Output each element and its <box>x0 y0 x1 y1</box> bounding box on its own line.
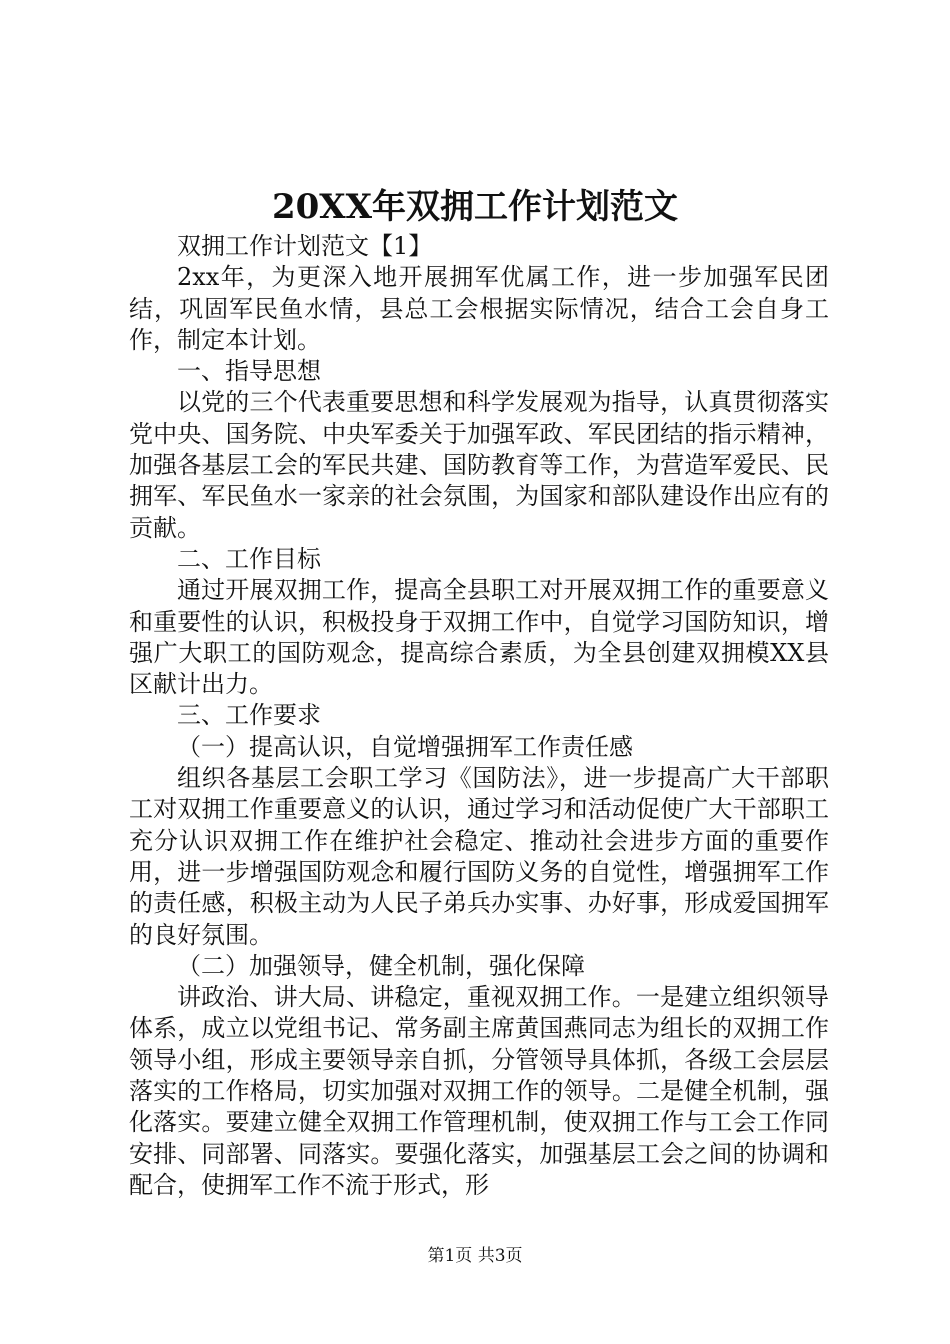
section-heading: 三、工作要求 <box>177 701 321 730</box>
subsection-heading: （一）提高认识，自觉增强拥军工作责任感 <box>177 732 633 761</box>
body-paragraph: 组织各基层工会职工学习《国防法》，进一步提高广大干部职工对双拥工作重要意义的认识，通过学习和活动促使广大干部职工充分认识双拥工作在维护社会稳定、推动社会进步方面的重要作用，进一步增强国防观念和履行国防义务的自觉性，增强拥军工作的责任感，积极主动为人民子弟兵办实事、办好事，形成爱国拥军的良好氛围。 <box>129 764 829 949</box>
body-paragraph: 2xx年，为更深入地开展拥军优属工作，进一步加强军民团结，巩固军民鱼水情，县总工会根据实际情况，结合工会自身工作，制定本计划。 <box>129 263 829 354</box>
section-heading: 一、指导思想 <box>177 357 321 386</box>
document-title: 20XX年双拥工作计划范文 <box>271 187 679 227</box>
body-paragraph: 讲政治、讲大局、讲稳定，重视双拥工作。一是建立组织领导体系，成立以党组书记、常务副主席黄国燕同志为组长的双拥工作领导小组，形成主要领导亲自抓，分管领导具体抓，各级工会层层落实的工作格局，切实加强对双拥工作的领导。二是健全机制，强化落实。要建立健全双拥工作管理机制，使双拥工作与工会工作同安排、同部署、同落实。要强化落实，加强基层工会之间的协调和配合，使拥军工作不流于形式，形 <box>129 983 829 1199</box>
page-number-footer: 第1页 共3页 <box>427 1246 523 1266</box>
section-heading: 二、工作目标 <box>177 544 321 573</box>
document-body <box>129 231 829 1201</box>
body-paragraph: 以党的三个代表重要思想和科学发展观为指导，认真贯彻落实党中央、国务院、中央军委关于加强军政、军民团结的指示精神，加强各基层工会的军民共建、国防教育等工作，为营造军爱民、民拥军、军民鱼水一家亲的社会氛围，为国家和部队建设作出应有的贡献。 <box>129 388 829 542</box>
body-paragraph: 通过开展双拥工作，提高全县职工对开展双拥工作的重要意义和重要性的认识，积极投身于双拥工作中，自觉学习国防知识，增强广大职工的国防观念，提高综合素质，为全县创建双拥模XX县区献计出力。 <box>129 576 829 699</box>
section-heading: 双拥工作计划范文【1】 <box>177 232 433 260</box>
subsection-heading: （二）加强领导，健全机制，强化保障 <box>177 951 585 980</box>
